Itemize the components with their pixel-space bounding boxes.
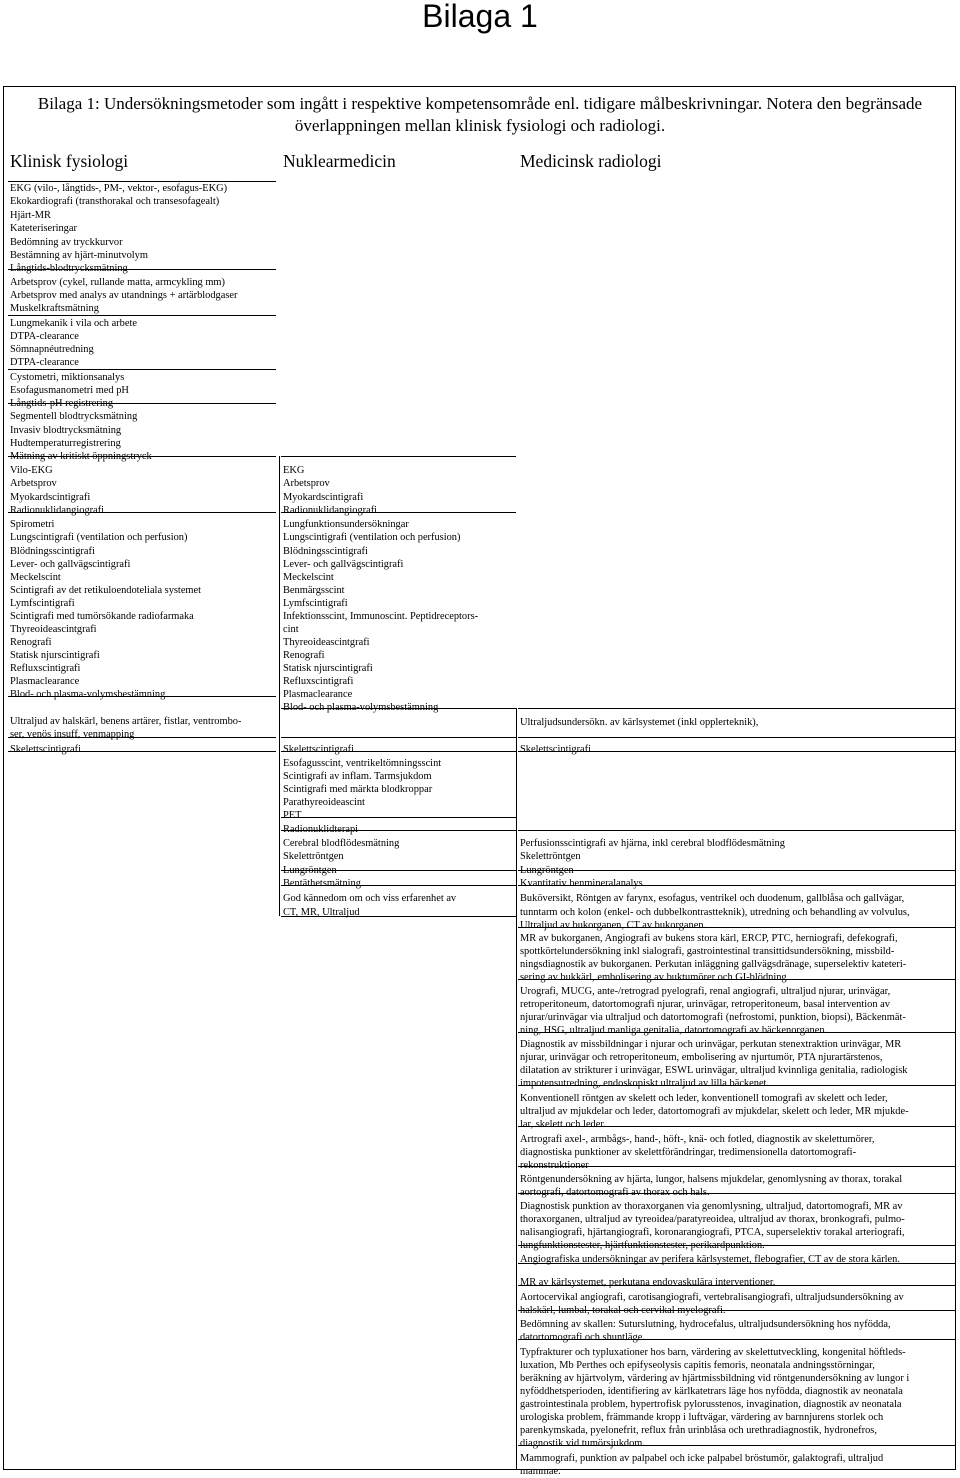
col3-line: nalisangiografi, hjärtangiografi, koronarangiografi, PTCA, superselektiv torakal arteriografi, (520, 1227, 905, 1238)
row-divider (8, 315, 276, 316)
col1-line: EKG (vilo-, långtids-, PM-, vektor-, esofagus-EKG) (10, 183, 228, 194)
col2-line: Lungfunktionsundersökningar (283, 519, 409, 530)
col2-line: Lever- och gallvägscintigrafi (283, 559, 404, 570)
col2-line: Lungscintigrafi (ventilation och perfusion) (283, 532, 461, 543)
row-divider (518, 1285, 956, 1286)
col1-line: Segmentell blodtrycksmätning (10, 411, 138, 422)
col1-line: Skelettscintigrafi (10, 744, 81, 755)
row-divider (8, 751, 276, 752)
row-divider (518, 1339, 956, 1340)
col2-line: Meckelscint (283, 572, 334, 583)
col2-line: Refluxscintigrafi (283, 676, 354, 687)
col3-line: parenkymskada, pyelonefrit, reflux från urinblåsa och urethradiagnostik, hydronefros, (520, 1425, 877, 1436)
col1-line: Lymfscintigrafi (10, 598, 75, 609)
col3-line: urologiska problem, främmande kropp i luftvägar, värdering av barnnjurens storlek och (520, 1412, 884, 1423)
col3-line: Diagnostisk punktion av thoraxorganen via genomlysning, ultraljud, datortomografi, MR av (520, 1201, 903, 1212)
col2-line: Thyreoideascintgrafi (283, 637, 370, 648)
header-medicinsk-radiologi: Medicinsk radiologi (520, 151, 662, 171)
row-divider (518, 708, 956, 709)
col1-line: Thyreoideascintgrafi (10, 624, 97, 635)
row-divider (518, 1085, 956, 1086)
col1-line: Scintigrafi med tumörsökande radiofarmaka (10, 611, 194, 622)
col1-line: Ultraljud av halskärl, benens artärer, fistlar, ventrombo- (10, 716, 242, 727)
intro-paragraph: Bilaga 1: Undersökningsmetoder som ingått i respektive kompetensområde enl. tidigare målbeskrivningar. Notera den begränsade överlappningen mellan klinisk fysiologi och radiologi. (37, 94, 923, 135)
col1-line: Sömnapnéutredning (10, 344, 94, 355)
col3-line: Kvantitativ benmineralanalys (520, 878, 643, 889)
col3-line: luxation, Mb Perthes och epifyseolysis capitis femoris, neonatala andningsstörningar, (520, 1360, 875, 1371)
row-divider (281, 830, 516, 831)
col1-line: DTPA-clearance (10, 357, 79, 368)
col1-line: Ekokardiografi (transthorakal och transesofagealt) (10, 196, 220, 207)
col1-line: Scintigrafi av det retikuloendoteliala systemet (10, 585, 202, 596)
col2-line: Cerebral blodflödesmätning (283, 838, 400, 849)
col3-line: Skelettröntgen (520, 851, 581, 862)
row-divider (8, 512, 276, 513)
col2-line: Radionuklidterapi (283, 824, 359, 835)
col3-line: ning, HSG, ultraljud manliga genitalia, datortomografi av bäckenorganen. (520, 1025, 828, 1036)
row-divider (8, 696, 276, 697)
row-divider (518, 1193, 956, 1194)
col2-line: Bentäthetsmätning (283, 878, 361, 889)
col1-line: Bestämning av hjärt-minutvolym (10, 250, 148, 261)
col2-line: Infektionsscint, Immunoscint. Peptidreceptors- (283, 611, 479, 622)
row-divider (281, 737, 516, 738)
col1-line: Myokardscintigrafi (10, 492, 91, 503)
col1-line: Lever- och gallvägscintigrafi (10, 559, 131, 570)
col3-line: Perfusionsscintigrafi av hjärna, inkl cerebral blodflödesmätning (520, 838, 785, 849)
row-divider (518, 1445, 956, 1446)
col3-line: Aortocervikal angiografi, carotisangiografi, vertebralisangiografi, ultraljudsundersökning av (520, 1292, 904, 1303)
row-divider (8, 403, 276, 404)
col2-line: Parathyreoideascint (283, 797, 365, 808)
col1-line: Blödningsscintigrafi (10, 546, 95, 557)
row-divider (8, 269, 276, 270)
col2-line: Benmärgsscint (283, 585, 345, 596)
column-divider (279, 456, 280, 916)
col1-line: Arbetsprov (cykel, rullande matta, armcykling mm) (10, 277, 225, 288)
col1-line: Meckelscint (10, 572, 61, 583)
col1-line: Arbetsprov med analys av utandnings + artärblodgaser (10, 290, 238, 301)
col3-line: lungfunktionstester, hjärtfunktionstester, perikardpunktion. (520, 1240, 765, 1251)
col3-line: Lungröntgen (520, 865, 574, 876)
col1-line: Långtids-blodtrycksmätning (10, 263, 128, 274)
col1-line: Cystometri, miktionsanalys (10, 372, 125, 383)
col3-line: Röntgenundersökning av hjärta, lungor, halsens mjukdelar, genomlysning av thorax, torakal (520, 1174, 903, 1185)
row-divider (518, 751, 956, 752)
col3-line: nyföddhetsperioden, identifiering av kärlkatetrars läge hos nyfödda, diagnostik av neonatala (520, 1386, 903, 1397)
col1-line: Esofagusmanometri med pH (10, 385, 129, 396)
row-divider (281, 817, 516, 818)
col2-line: Radionuklidangiografi (283, 505, 378, 516)
col1-line: Mätning av kritiskt öppningstryck (10, 451, 152, 462)
col1-line: Blod- och plasma-volymsbestämning (10, 689, 166, 700)
row-divider (518, 870, 956, 871)
col3-line: Skelettscintigrafi (520, 744, 591, 755)
col2-line: Esofagusscint, ventrikeltömningsscint (283, 758, 442, 769)
row-divider (281, 456, 516, 457)
col1-line: DTPA-clearance (10, 331, 79, 342)
row-divider (518, 927, 956, 928)
row-divider (518, 885, 956, 886)
col3-line: rekonstruktioner (520, 1160, 589, 1171)
row-divider (518, 1166, 956, 1167)
col2-line: Lymfscintigrafi (283, 598, 348, 609)
col3-line: thoraxorganen, ultraljud av tyreoidea/paratyreoidea, ultraljud av thorax, bronkografi, pulmo- (520, 1214, 905, 1225)
col3-line: diagnostik vid tumörsjukdom. (520, 1438, 645, 1449)
col3-line: Angiografiska undersökningar av perifera kärlsystemet, flebografier, CT av de stora kärlen. (520, 1254, 900, 1265)
row-divider (8, 456, 276, 457)
header-nuklearmedicin: Nuklearmedicin (283, 151, 396, 171)
col1-line: ser, venös insuff, venmapping (10, 729, 135, 740)
col3-line: sering av bukkärl, embolisering av buktumörer och GI-blödning (520, 972, 787, 983)
col3-line: impotensutredning, endoskopiskt ultraljud av lilla bäckenet. (520, 1078, 770, 1089)
col3-line: njurar/urinvägar via ultraljud och datortomografi (nefrostomi, punktion, biopsi), Bäckenmät- (520, 1012, 906, 1023)
col3-line: Diagnostik av missbildningar i njurar och urinvägar, perkutan stenextraktion urinvägar, MR (520, 1039, 902, 1050)
col1-line: Spirometri (10, 519, 55, 530)
col2-line: EKG (283, 465, 305, 476)
col2-line: God kännedom om och viss erfarenhet av (283, 893, 457, 904)
col3-line: lar, skelett och leder. (520, 1119, 606, 1130)
row-divider (518, 1032, 956, 1033)
row-divider (281, 870, 516, 871)
row-divider (518, 737, 956, 738)
col3-line: njurar, urinvägar och retroperitoneum, embolisering av njurtumör, PTA njurartärstenos, (520, 1052, 883, 1063)
col3-line: ultraljud av mjukdelar och leder, datortomografi av mjukdelar, skelett och leder, MR mjukde- (520, 1106, 909, 1117)
col1-line: Hjärt-MR (10, 210, 51, 221)
col2-line: Myokardscintigrafi (283, 492, 364, 503)
col1-line: Statisk njurscintigrafi (10, 650, 100, 661)
col1-line: Vilo-EKG (10, 465, 53, 476)
col3-line: ningsdiagnostik av bukorganen. Perkutan inläggning gallvägsdränage, superselektiv kateteri- (520, 959, 907, 970)
col2-line: Statisk njurscintigrafi (283, 663, 373, 674)
col1-line: Muskelkraftsmätning (10, 303, 99, 314)
row-divider (281, 885, 516, 886)
col2-line: Skelettscintigrafi (283, 744, 354, 755)
col3-line: datortomografi och shuntläge. (520, 1332, 645, 1343)
page-title: Bilaga 1 (422, 0, 538, 34)
row-divider (518, 1310, 956, 1311)
col3-line: halskärl, lumbal, torakal och cervikal myelografi. (520, 1305, 726, 1316)
col1-line: Refluxscintigrafi (10, 663, 81, 674)
col3-line: beräkning av hjärtvolym, värdering av hjärtmissbildning vid röntgenundersökning av lungor i (520, 1373, 910, 1384)
col2-line: PET (283, 810, 302, 821)
col1-line: Bedömning av tryckkurvor (10, 237, 123, 248)
row-divider (281, 708, 516, 709)
col2-line: Skelettröntgen (283, 851, 344, 862)
col1-line: Långtids-pH registrering (10, 398, 114, 409)
row-divider (281, 512, 516, 513)
col3-line: Urografi, MUCG, ante-/retrograd pyelografi, renal angiografi, ultraljud njurar, urinvägar, (520, 986, 891, 997)
header-klinisk-fysiologi: Klinisk fysiologi (10, 151, 129, 171)
col3-line: gastrointestinala problem, hypertrofisk pylorusstenos, invagination, diagnostik av neonatala (520, 1399, 902, 1410)
col3-line: Ultraljudsundersökn. av kärlsystemet (inkl opplerteknik), (520, 717, 759, 728)
col1-line: Plasmaclearance (10, 676, 80, 687)
col3-line: MR av bukorganen, Angiografi av bukens stora kärl, ERCP, PTC, herniografi, defekografi, (520, 933, 898, 944)
col2-line: Scintigrafi med märkta blodkroppar (283, 784, 433, 795)
col2-line: Blod- och plasma-volymsbestämning (283, 702, 439, 713)
col1-line: Invasiv blodtrycksmätning (10, 425, 122, 436)
col2-line: Plasmaclearance (283, 689, 353, 700)
row-divider (518, 1245, 956, 1246)
col2-line: Lungröntgen (283, 865, 337, 876)
col3-line: spottkörtelundersökning inkl sialografi, gastrointestinal transittidsundersökning, missbild- (520, 946, 895, 957)
col2-line: Arbetsprov (283, 478, 330, 489)
col3-line: aortografi, datortomografi av thorax och hals. (520, 1187, 710, 1198)
col3-line: Artrografi axel-, armbågs-, hand-, höft-, knä- och fotled, diagnostik av skelettumörer, (520, 1134, 875, 1145)
row-divider (518, 1263, 956, 1264)
col3-line: MR av kärlsystemet, perkutana endovaskulära interventioner. (520, 1277, 776, 1288)
col1-line: Hudtemperaturregistrering (10, 438, 121, 449)
column-divider (516, 708, 517, 1470)
col3-line: retroperitoneum, datortomografi njurar, urinvägar, retroperitoneum, basal intervention av (520, 999, 890, 1010)
row-divider (8, 369, 276, 370)
row-divider (518, 830, 956, 831)
col1-line: Lungmekanik i vila och arbete (10, 318, 137, 329)
col3-line: Ultraljud av bukorganen, CT av bukorganen. (520, 920, 707, 931)
col2-line: cint (283, 624, 299, 635)
row-divider (518, 979, 956, 980)
row-divider (8, 181, 276, 182)
row-divider (8, 737, 276, 738)
col3-line: tunntarm och kolon (enkel- och dubbelkontrastteknik), utredning och behandling av volvulus, (520, 907, 910, 918)
col3-line: Buköversikt, Röntgen av farynx, esofagus, ventrikel och duodenum, gallblåsa och gallvägar, (520, 893, 905, 904)
col1-line: Lungscintigrafi (ventilation och perfusion) (10, 532, 188, 543)
col1-line: Renografi (10, 637, 52, 648)
row-divider (281, 916, 516, 917)
col1-line: Arbetsprov (10, 478, 57, 489)
col2-line: CT, MR, Ultraljud (283, 907, 360, 918)
col3-line: Konventionell röntgen av skelett och leder, konventionell tomografi av skelett och leder, (520, 1093, 888, 1104)
col3-line: Typfrakturer och typluxationer hos barn, värdering av skelettutveckling, kongenital höftleds- (520, 1347, 906, 1358)
col1-line: Radionuklidangiografi (10, 505, 105, 516)
col3-line: Bedömning av skallen: Suturslutning, hydrocefalus, ultraljudsundersökning hos nyfödda, (520, 1319, 891, 1330)
col2-line: Blödningsscintigrafi (283, 546, 368, 557)
col3-line: diagnostiska punktioner av skelettförändringar, tredimensionella datortomografi- (520, 1147, 857, 1158)
col2-line: Renografi (283, 650, 325, 661)
col2-line: Scintigrafi av inflam. Tarmsjukdom (283, 771, 432, 782)
col3-line: mammae. (520, 1466, 561, 1477)
col3-line: Mammografi, punktion av palpabel och icke palpabel bröstumör, galaktografi, ultraljud (520, 1453, 884, 1464)
col3-line: dilatation av strikturer i urinvägar, ESWL urinvägar, ultraljud kvinnliga genitalia, radiologisk (520, 1065, 908, 1076)
col1-line: Kateteriseringar (10, 223, 77, 234)
row-divider (281, 751, 516, 752)
row-divider (518, 1126, 956, 1127)
